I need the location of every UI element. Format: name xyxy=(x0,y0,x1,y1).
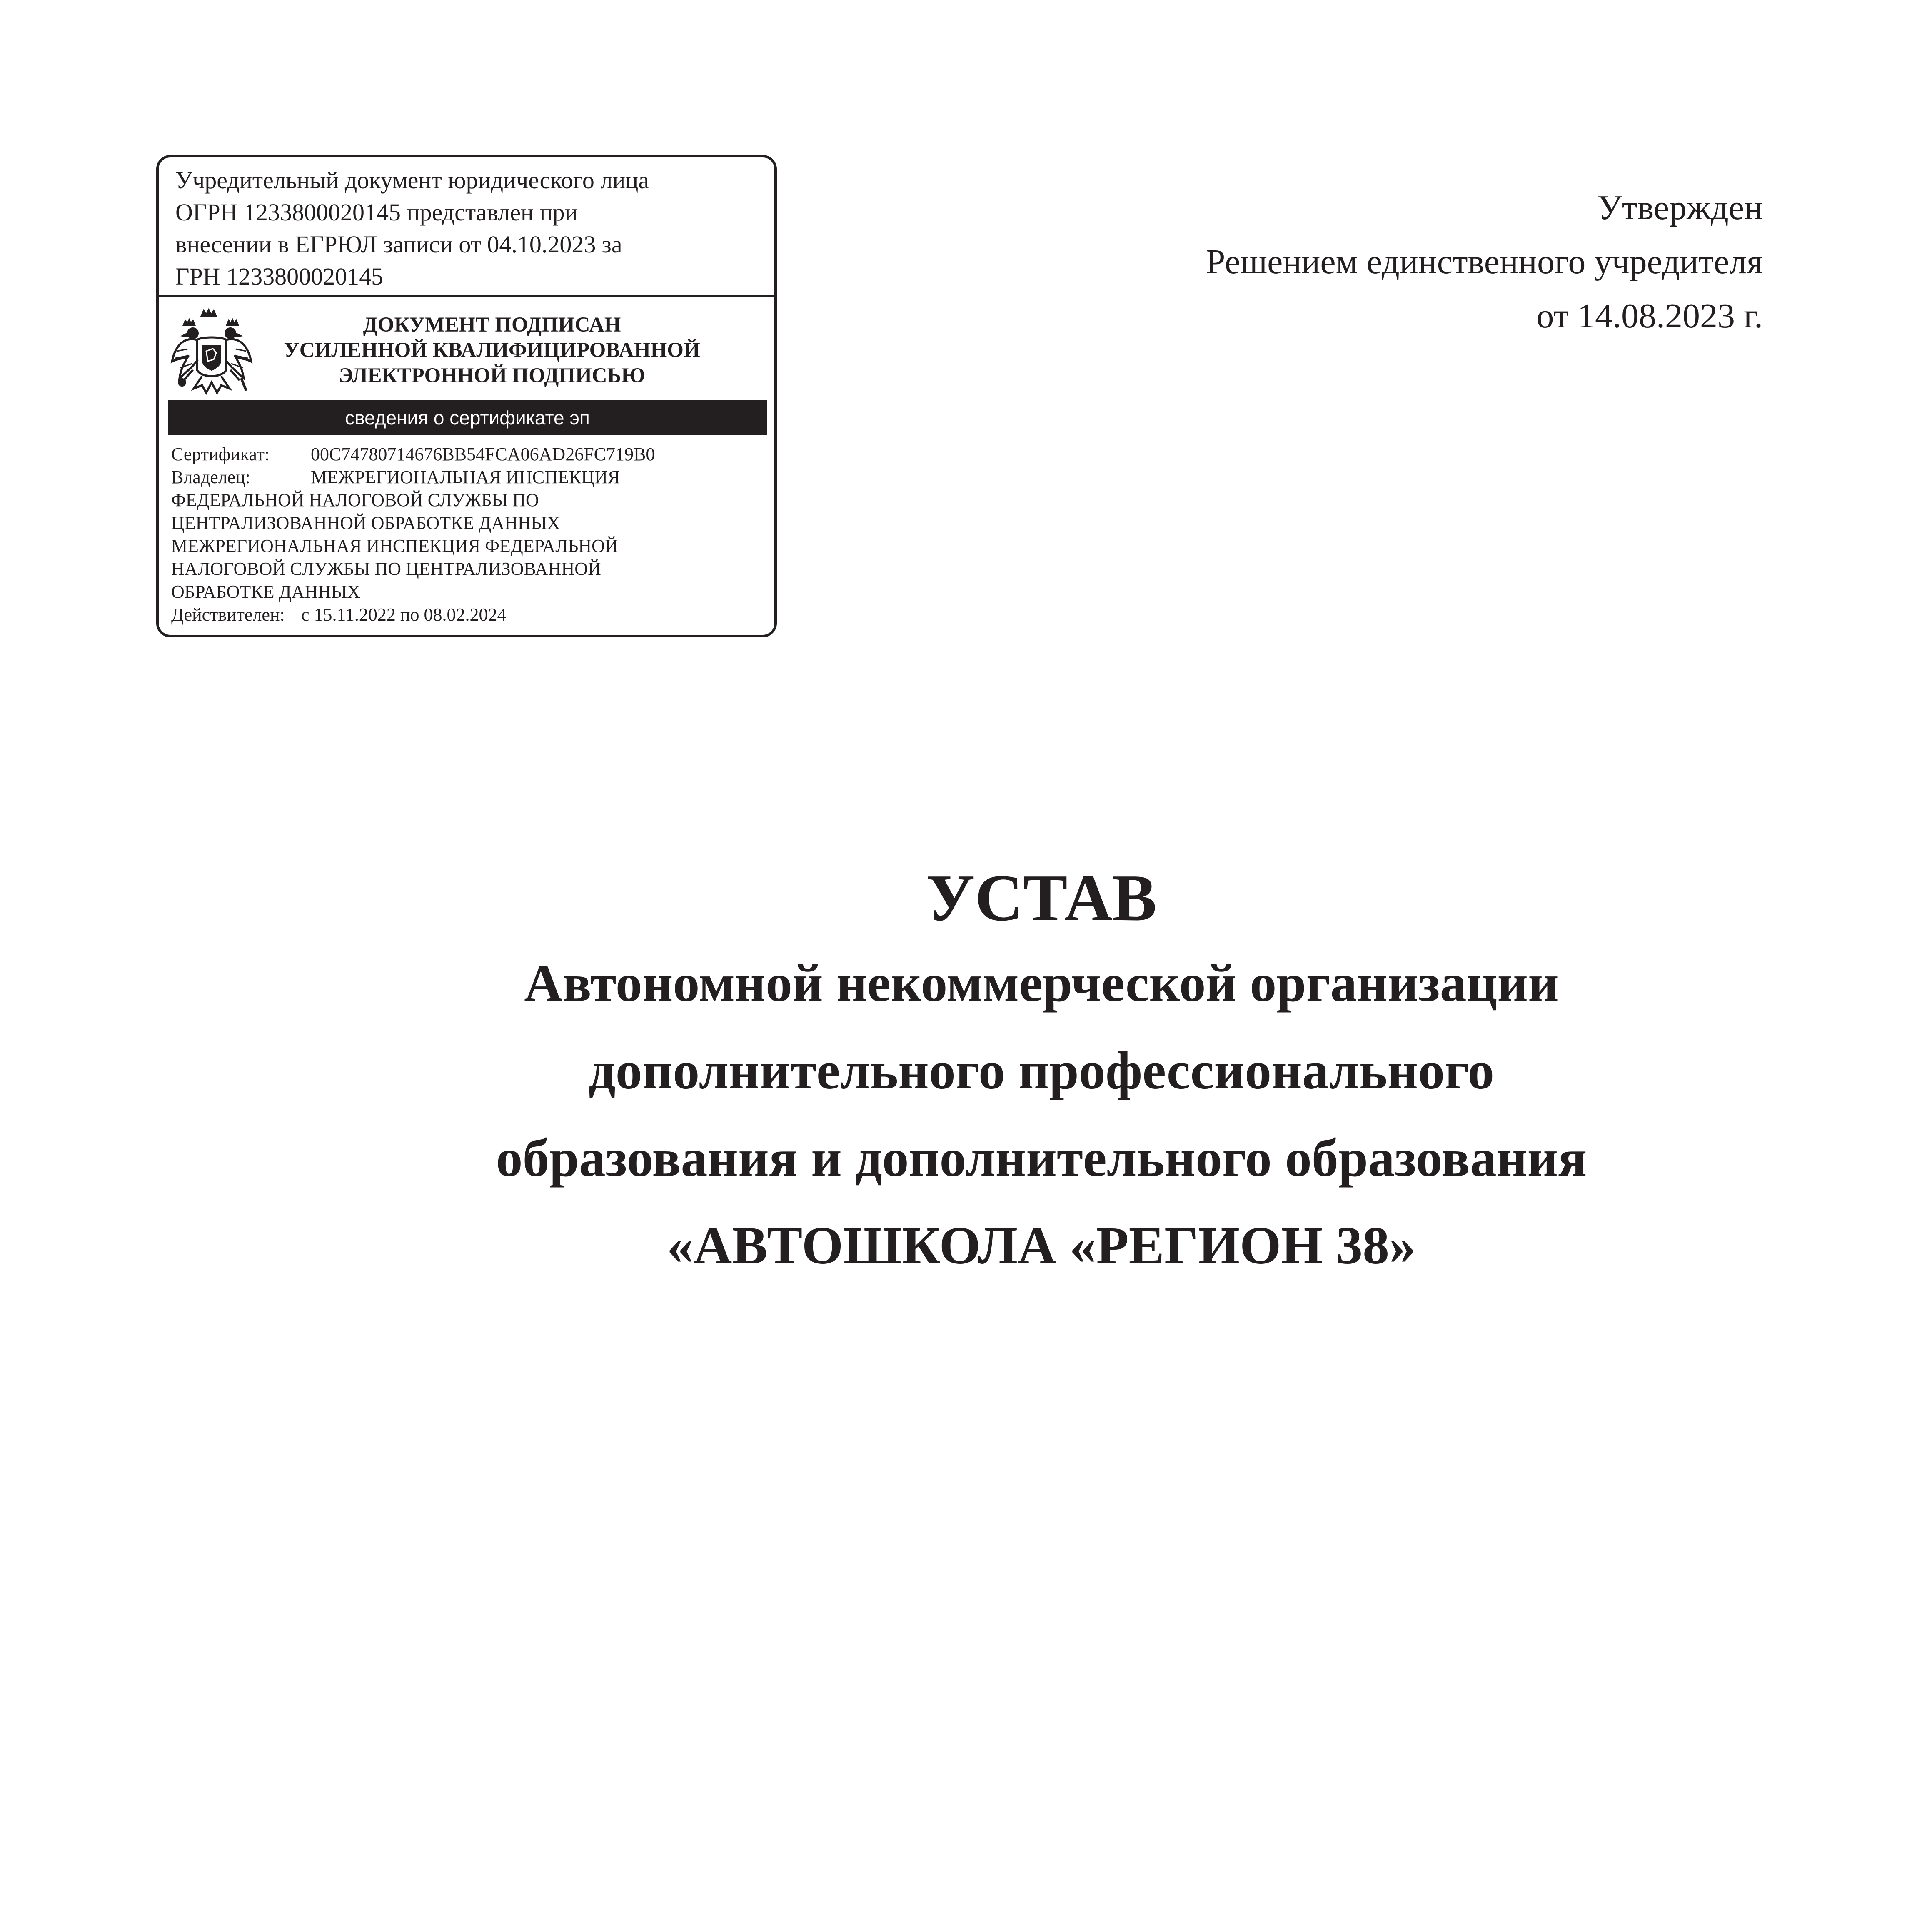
owner-line: ЦЕНТРАЛИЗОВАННОЙ ОБРАБОТКЕ ДАННЫХ xyxy=(171,513,560,533)
title-line: дополнительного профессионального xyxy=(588,1041,1495,1100)
owner-value: МЕЖРЕГИОНАЛЬНАЯ ИНСПЕКЦИЯ xyxy=(311,467,620,487)
signed-title xyxy=(267,312,717,389)
owner-line: НАЛОГОВОЙ СЛУЖБЫ ПО ЦЕНТРАЛИЗОВАННОЙ xyxy=(171,559,601,579)
owner-line: ОБРАБОТКЕ ДАННЫХ xyxy=(171,582,360,602)
validity-row xyxy=(171,603,771,626)
certificate-label: Сертификат: xyxy=(171,444,270,464)
signature-stamp xyxy=(156,155,777,637)
certificate-value: 00C74780714676BB54FCA06AD26FC719B0 xyxy=(311,444,655,464)
title-line: Автономной некоммерческой организации xyxy=(524,954,1559,1013)
owner-line: ФЕДЕРАЛЬНОЙ НАЛОГОВОЙ СЛУЖБЫ ПО xyxy=(171,490,539,510)
approval-line: Утвержден xyxy=(1597,188,1763,227)
owner-line: МЕЖРЕГИОНАЛЬНАЯ ИНСПЕКЦИЯ ФЕДЕРАЛЬНОЙ xyxy=(171,536,618,556)
approval-block xyxy=(1206,181,1763,343)
signed-title-line: УСИЛЕННОЙ КВАЛИФИЦИРОВАННОЙ xyxy=(284,339,700,362)
registration-line: ГРН 1233800020145 xyxy=(175,263,384,290)
approval-date: от 14.08.2023 г. xyxy=(1536,297,1763,335)
owner-label: Владелец: xyxy=(171,467,251,487)
certificate-details xyxy=(171,443,771,626)
title-main: УСТАВ xyxy=(926,861,1157,935)
title-line: образования и дополнительного образования xyxy=(496,1128,1587,1188)
title-line: «АВТОШКОЛА «РЕГИОН 38» xyxy=(666,1216,1416,1275)
document-title xyxy=(250,856,1833,1289)
owner-row xyxy=(171,466,771,489)
certificate-row xyxy=(171,443,771,466)
approval-line: Решением единственного учредителя xyxy=(1206,242,1763,281)
registration-note xyxy=(159,157,774,297)
signed-title-line: ДОКУМЕНТ ПОДПИСАН xyxy=(363,313,621,337)
validity-value: с 15.11.2022 по 08.02.2024 xyxy=(301,604,507,625)
certificate-header-bar: сведения о сертификате эп xyxy=(168,400,767,435)
registration-line: Учредительный документ юридического лица xyxy=(175,167,649,194)
coat-of-arms-icon xyxy=(168,307,255,399)
registration-line: ОГРН 1233800020145 представлен при xyxy=(175,199,578,226)
signed-title-line: ЭЛЕКТРОННОЙ ПОДПИСЬЮ xyxy=(339,364,645,387)
validity-label: Действителен: xyxy=(171,604,285,625)
registration-line: внесении в ЕГРЮЛ записи от 04.10.2023 за xyxy=(175,231,622,258)
